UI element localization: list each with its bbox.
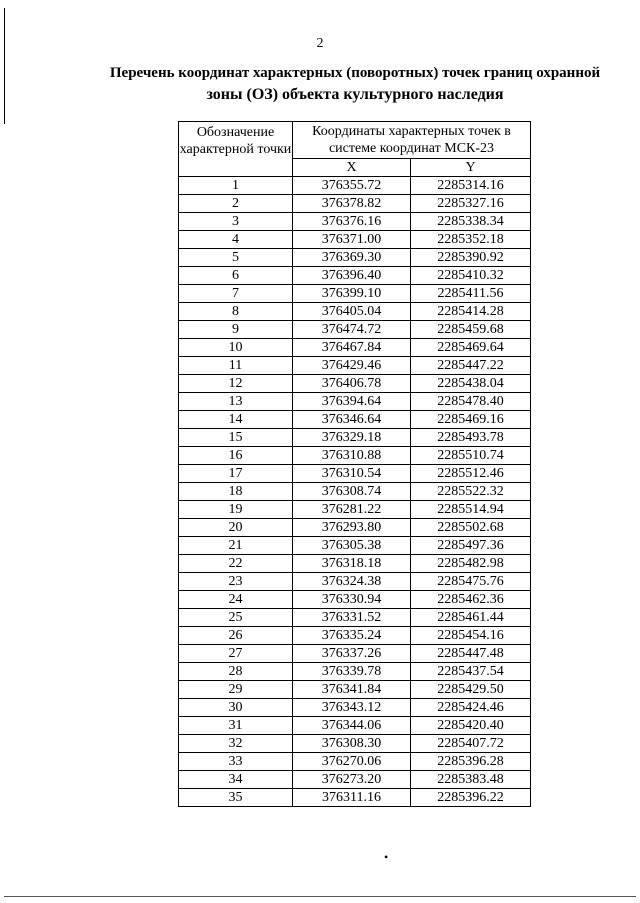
cell-point-number: 1 (179, 177, 293, 195)
cell-y: 2285411.56 (411, 285, 531, 303)
cell-x: 376308.74 (293, 483, 411, 501)
table-row (179, 753, 531, 771)
cell-point-number: 15 (179, 429, 293, 447)
cell-point-number: 13 (179, 393, 293, 411)
cell-y: 2285429.50 (411, 681, 531, 699)
table-row (179, 357, 531, 375)
cell-y: 2285424.46 (411, 699, 531, 717)
cell-point-number: 31 (179, 717, 293, 735)
cell-point-number: 6 (179, 267, 293, 285)
cell-point-number: 35 (179, 789, 293, 807)
cell-x: 376331.52 (293, 609, 411, 627)
bottom-edge-rule (4, 896, 636, 897)
cell-point-number: 11 (179, 357, 293, 375)
cell-y: 2285510.74 (411, 447, 531, 465)
cell-x: 376281.22 (293, 501, 411, 519)
cell-point-number: 18 (179, 483, 293, 501)
table-row (179, 663, 531, 681)
cell-x: 376399.10 (293, 285, 411, 303)
table-row (179, 429, 531, 447)
page-number: 2 (316, 36, 324, 51)
cell-point-number: 8 (179, 303, 293, 321)
table-row (179, 645, 531, 663)
cell-x: 376337.26 (293, 645, 411, 663)
cell-y: 2285454.16 (411, 627, 531, 645)
cell-x: 376330.94 (293, 591, 411, 609)
cell-x: 376270.06 (293, 753, 411, 771)
cell-point-number: 26 (179, 627, 293, 645)
cell-y: 2285447.48 (411, 645, 531, 663)
table-row (179, 483, 531, 501)
cell-x: 376369.30 (293, 249, 411, 267)
table-row (179, 591, 531, 609)
table-row (179, 393, 531, 411)
cell-y: 2285420.40 (411, 717, 531, 735)
cell-point-number: 33 (179, 753, 293, 771)
cell-y: 2285438.04 (411, 375, 531, 393)
table-row (179, 285, 531, 303)
cell-x: 376406.78 (293, 375, 411, 393)
cell-x: 376376.16 (293, 213, 411, 231)
cell-y: 2285338.34 (411, 213, 531, 231)
cell-point-number: 16 (179, 447, 293, 465)
cell-y: 2285461.44 (411, 609, 531, 627)
cell-y: 2285437.54 (411, 663, 531, 681)
table-row (179, 699, 531, 717)
table-row (179, 627, 531, 645)
table-row (179, 771, 531, 789)
cell-y: 2285390.92 (411, 249, 531, 267)
table-row (179, 231, 531, 249)
cell-x: 376346.64 (293, 411, 411, 429)
cell-point-number: 3 (179, 213, 293, 231)
cell-x: 376396.40 (293, 267, 411, 285)
table-row (179, 555, 531, 573)
cell-x: 376394.64 (293, 393, 411, 411)
cell-x: 376329.18 (293, 429, 411, 447)
cell-point-number: 29 (179, 681, 293, 699)
header-x: X (293, 159, 411, 177)
cell-y: 2285459.68 (411, 321, 531, 339)
cell-point-number: 19 (179, 501, 293, 519)
table-row (179, 537, 531, 555)
cell-y: 2285514.94 (411, 501, 531, 519)
header-y: Y (411, 159, 531, 177)
cell-x: 376335.24 (293, 627, 411, 645)
cell-x: 376273.20 (293, 771, 411, 789)
table-body (179, 177, 531, 807)
cell-y: 2285410.32 (411, 267, 531, 285)
cell-point-number: 30 (179, 699, 293, 717)
cell-point-number: 17 (179, 465, 293, 483)
cell-x: 376405.04 (293, 303, 411, 321)
cell-y: 2285493.78 (411, 429, 531, 447)
cell-x: 376305.38 (293, 537, 411, 555)
cell-point-number: 21 (179, 537, 293, 555)
cell-x: 376310.88 (293, 447, 411, 465)
cell-point-number: 14 (179, 411, 293, 429)
header-point-designation: Обозначение характерной точки (179, 122, 293, 177)
cell-x: 376378.82 (293, 195, 411, 213)
cell-x: 376371.00 (293, 231, 411, 249)
document-title (96, 62, 614, 106)
cell-y: 2285482.98 (411, 555, 531, 573)
header-coordinates: Координаты характерных точек в системе координат МСК-23 (293, 122, 531, 159)
cell-y: 2285314.16 (411, 177, 531, 195)
table-row (179, 303, 531, 321)
table-row (179, 411, 531, 429)
table-row (179, 519, 531, 537)
cell-y: 2285469.64 (411, 339, 531, 357)
table-row (179, 681, 531, 699)
table-row (179, 339, 531, 357)
title-line-2: зоны (ОЗ) объекта культурного наследия (206, 86, 504, 103)
cell-point-number: 7 (179, 285, 293, 303)
table-row (179, 177, 531, 195)
cell-y: 2285447.22 (411, 357, 531, 375)
cell-x: 376339.78 (293, 663, 411, 681)
cell-x: 376341.84 (293, 681, 411, 699)
table-row (179, 213, 531, 231)
cell-x: 376467.84 (293, 339, 411, 357)
footer-mark: • (384, 850, 389, 864)
table-row (179, 735, 531, 753)
table-row (179, 573, 531, 591)
cell-point-number: 32 (179, 735, 293, 753)
cell-point-number: 20 (179, 519, 293, 537)
cell-point-number: 4 (179, 231, 293, 249)
coordinates-table (178, 121, 531, 807)
cell-x: 376343.12 (293, 699, 411, 717)
cell-y: 2285396.22 (411, 789, 531, 807)
cell-x: 376324.38 (293, 573, 411, 591)
cell-point-number: 9 (179, 321, 293, 339)
table-row (179, 717, 531, 735)
cell-point-number: 27 (179, 645, 293, 663)
table-row (179, 375, 531, 393)
cell-y: 2285407.72 (411, 735, 531, 753)
cell-x: 376429.46 (293, 357, 411, 375)
cell-y: 2285497.36 (411, 537, 531, 555)
cell-x: 376293.80 (293, 519, 411, 537)
cell-y: 2285396.28 (411, 753, 531, 771)
table-row (179, 501, 531, 519)
cell-y: 2285522.32 (411, 483, 531, 501)
cell-x: 376344.06 (293, 717, 411, 735)
title-line-1: Перечень координат характерных (поворотных) точек границ охранной (109, 65, 601, 81)
cell-y: 2285475.76 (411, 573, 531, 591)
cell-y: 2285383.48 (411, 771, 531, 789)
cell-point-number: 10 (179, 339, 293, 357)
cell-x: 376310.54 (293, 465, 411, 483)
cell-point-number: 2 (179, 195, 293, 213)
cell-point-number: 22 (179, 555, 293, 573)
cell-y: 2285352.18 (411, 231, 531, 249)
cell-point-number: 25 (179, 609, 293, 627)
cell-point-number: 24 (179, 591, 293, 609)
cell-x: 376318.18 (293, 555, 411, 573)
table-row (179, 321, 531, 339)
cell-point-number: 5 (179, 249, 293, 267)
cell-y: 2285327.16 (411, 195, 531, 213)
cell-y: 2285469.16 (411, 411, 531, 429)
cell-y: 2285502.68 (411, 519, 531, 537)
cell-y: 2285512.46 (411, 465, 531, 483)
table-row (179, 789, 531, 807)
cell-x: 376311.16 (293, 789, 411, 807)
table-row (179, 465, 531, 483)
table-row (179, 267, 531, 285)
cell-point-number: 12 (179, 375, 293, 393)
table-row (179, 195, 531, 213)
cell-x: 376355.72 (293, 177, 411, 195)
cell-point-number: 28 (179, 663, 293, 681)
cell-point-number: 23 (179, 573, 293, 591)
cell-y: 2285462.36 (411, 591, 531, 609)
cell-y: 2285478.40 (411, 393, 531, 411)
table-row (179, 249, 531, 267)
left-margin-rule (4, 8, 5, 124)
cell-x: 376308.30 (293, 735, 411, 753)
cell-y: 2285414.28 (411, 303, 531, 321)
table-row (179, 609, 531, 627)
table-row (179, 447, 531, 465)
cell-x: 376474.72 (293, 321, 411, 339)
cell-point-number: 34 (179, 771, 293, 789)
